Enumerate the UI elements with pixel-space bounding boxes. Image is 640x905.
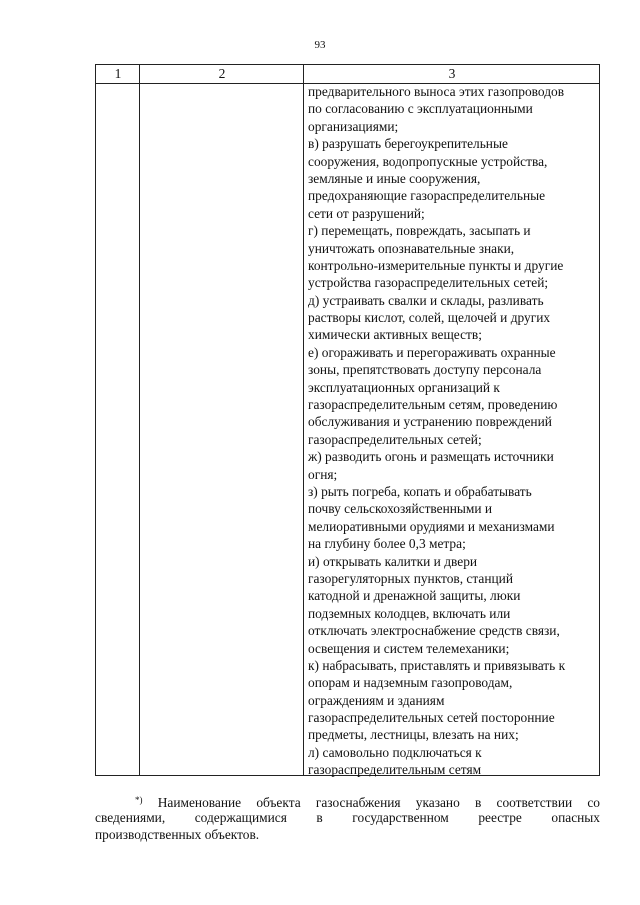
table-text-line: газораспределительным сетям, проведению: [308, 397, 558, 413]
table-text-line: газораспределительным сетям: [308, 762, 482, 778]
table-text-line: устройства газораспределительных сетей;: [308, 275, 549, 291]
table-text-line: газорегуляторных пунктов, станций: [308, 570, 514, 586]
table-text-line: ж) разводить огонь и размещать источники: [308, 449, 554, 465]
table-text-line: подземных колодцев, включать или: [308, 605, 511, 621]
table-header-col-2: 2: [218, 66, 226, 81]
table-text-line: д) устраивать свалки и склады, разливать: [308, 292, 544, 308]
footnote-line-1: *) Наименование объекта газоснабжения указано в соответствии со: [135, 795, 600, 810]
table-text-line: уничтожать опознавательные знаки,: [308, 240, 515, 256]
table-text-line: предметы, лестницы, влезать на них;: [308, 727, 519, 743]
table-cell-col-3: [304, 83, 603, 779]
table-text-line: растворы кислот, солей, щелочей и других: [308, 310, 551, 326]
table-text-line: эксплуатационных организаций к: [308, 379, 500, 395]
table-text-line: катодной и дренажной защиты, люки: [308, 588, 521, 604]
table-text-line: газораспределительных сетей;: [308, 431, 482, 447]
table-text-line: организациями;: [308, 118, 399, 134]
table-text-line: освещения и систем телемеханики;: [308, 640, 510, 656]
table-text-line: сооружения, водопропускные устройства,: [308, 153, 548, 169]
table-text-line: г) перемещать, повреждать, засыпать и: [308, 223, 531, 239]
table-text-line: газораспределительных сетей посторонние: [308, 710, 555, 726]
footnote: [95, 792, 600, 843]
footnote-line-3: производственных объектов.: [95, 827, 260, 842]
column-divider-1: [139, 65, 140, 775]
table-text-line: л) самовольно подключаться к: [308, 744, 482, 760]
table-text-line: химически активных веществ;: [308, 327, 482, 343]
table-text-line: обслуживания и устранению повреждений: [308, 414, 552, 430]
table-text-line: в) разрушать берегоукрепительные: [308, 136, 508, 152]
table-text-line: сети от разрушений;: [308, 205, 425, 221]
table-text-line: почву сельскохозяйственными и: [308, 501, 493, 517]
table-text-line: мелиоративными орудиями и механизмами: [308, 518, 555, 534]
table-text-line: земляные и иные сооружения,: [308, 170, 481, 186]
table-text-line: опорам и надземным газопроводам,: [308, 675, 513, 691]
table-text-line: предохраняющие газораспределительные: [308, 188, 546, 204]
table-text-line: на глубину более 0,3 метра;: [308, 536, 466, 552]
footnote-line-2: сведениями, содержащимися в государственном реестре опасных: [95, 810, 600, 825]
table-text-line: по согласованию с эксплуатационными: [308, 101, 533, 117]
table-text-line: е) огораживать и перегораживать охранные: [308, 344, 556, 360]
table-text-line: ограждениям и зданиям: [308, 692, 445, 708]
table-header-col-1: 1: [114, 66, 122, 81]
table-text-line: предварительного выноса этих газопроводов: [308, 84, 565, 99]
footnote-marker: *): [135, 795, 143, 805]
table-text-line: и) открывать калитки и двери: [308, 553, 478, 569]
table-header-row: [96, 65, 599, 84]
table-header-col-3: 3: [448, 66, 456, 81]
table-text-line: контрольно-измерительные пункты и другие: [308, 257, 564, 273]
table-text-line: огня;: [308, 466, 338, 482]
table-text-line: отключать электроснабжение средств связи,: [308, 623, 560, 639]
document-table: [95, 64, 600, 776]
table-text-line: к) набрасывать, приставлять и привязывать к: [308, 657, 566, 673]
page-number: 93: [314, 39, 326, 51]
table-text-line: зоны, препятствовать доступу персонала: [308, 362, 542, 378]
table-text-line: з) рыть погреба, копать и обрабатывать: [308, 483, 532, 499]
